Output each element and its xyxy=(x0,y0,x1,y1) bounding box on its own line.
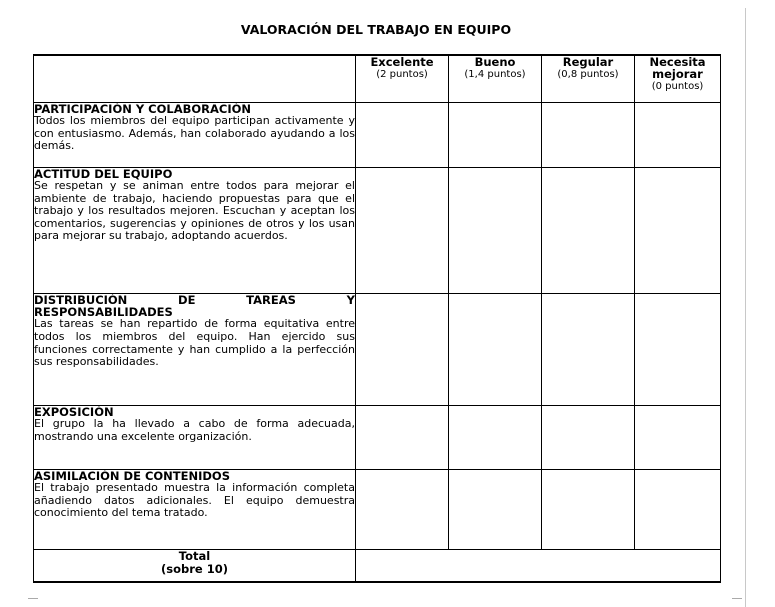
criterion-title: ACTITUD DEL EQUIPO xyxy=(34,166,173,181)
score-cell[interactable] xyxy=(449,167,542,293)
score-cell[interactable] xyxy=(635,469,721,549)
criterion-description: Las tareas se han repartido de forma equitativa entre todos los miembros del equipo. Han ejercido sus funciones correctamente y han cumplido a la perfección sus responsabilidades. xyxy=(34,317,355,369)
level-name: Excelente xyxy=(370,55,434,69)
criterion-title: PARTICIPACIÓN Y COLABORACIÓN xyxy=(34,101,252,116)
page-title: VALORACIÓN DEL TRABAJO EN EQUIPO xyxy=(240,22,512,37)
criterion-description: El grupo la ha llevado a cabo de forma adecuada, mostrando una excelente organización. xyxy=(34,416,355,443)
total-label: Total xyxy=(178,548,211,563)
score-cell[interactable] xyxy=(635,102,721,167)
score-cell[interactable] xyxy=(449,102,542,167)
level-necesita-mejorar-header xyxy=(635,55,721,102)
criterion-title: ASIMILACIÓN DE CONTENIDOS xyxy=(34,468,230,483)
score-cell[interactable] xyxy=(542,102,635,167)
criterion-description: Se respetan y se animan entre todos para mejorar el ambiente de trabajo, haciendo propuestas para que el trabajo y los resultados mejoren. Escuchan y aceptan los comentarios, sugerencias y opiniones de otros y los usan para mejorar su trabajo, adoptando acuerdos. xyxy=(34,178,355,243)
level-points: (0,8 puntos) xyxy=(557,69,619,80)
score-cell[interactable] xyxy=(542,167,635,293)
level-regular-header xyxy=(542,55,635,102)
criterion-row xyxy=(34,293,721,405)
score-cell[interactable] xyxy=(356,167,449,293)
score-cell[interactable] xyxy=(635,293,721,405)
criterion-cell xyxy=(34,405,356,469)
score-cell[interactable] xyxy=(449,293,542,405)
score-cell[interactable] xyxy=(542,293,635,405)
criterion-cell xyxy=(34,469,356,549)
level-name: Regular xyxy=(562,55,614,69)
criterion-title: EXPOSICIÓN xyxy=(34,404,114,419)
criterion-title: DISTRIBUCIÓN DE TAREAS Y RESPONSABILIDADES xyxy=(34,292,355,319)
score-cell[interactable] xyxy=(449,469,542,549)
level-name: Bueno xyxy=(474,55,516,69)
header-row xyxy=(34,55,721,102)
level-bueno-header xyxy=(449,55,542,102)
page-edge xyxy=(745,8,746,607)
page-corner-mark xyxy=(732,598,742,599)
criterion-description: Todos los miembros del equipo participan activamente y con entusiasmo. Además, han colaborado ayudando a los demás. xyxy=(34,113,355,153)
total-label-cell xyxy=(34,549,356,582)
criterion-cell xyxy=(34,293,356,405)
score-cell[interactable] xyxy=(542,469,635,549)
level-points: (1,4 puntos) xyxy=(464,69,526,80)
criterion-row xyxy=(34,405,721,469)
level-excelente-header xyxy=(356,55,449,102)
header-empty-cell xyxy=(34,55,356,102)
rubric-table xyxy=(33,54,721,583)
criterion-cell xyxy=(34,167,356,293)
level-points: (0 puntos) xyxy=(651,81,704,92)
criterion-row xyxy=(34,469,721,549)
level-name: mejorar xyxy=(652,67,703,81)
score-cell[interactable] xyxy=(356,469,449,549)
score-cell[interactable] xyxy=(449,405,542,469)
score-cell[interactable] xyxy=(356,405,449,469)
criterion-description: El trabajo presentado muestra la información completa añadiendo datos adicionales. El equipo demuestra conocimiento del tema tratado. xyxy=(34,480,355,520)
criterion-row xyxy=(34,102,721,167)
criterion-row xyxy=(34,167,721,293)
total-sublabel: (sobre 10) xyxy=(161,561,228,576)
page-corner-mark xyxy=(28,598,38,599)
total-row xyxy=(34,549,721,582)
level-points: (2 puntos) xyxy=(376,69,428,80)
score-cell[interactable] xyxy=(542,405,635,469)
level-name: Necesita xyxy=(649,55,706,69)
score-cell[interactable] xyxy=(635,405,721,469)
score-cell[interactable] xyxy=(356,102,449,167)
total-score-cell[interactable] xyxy=(356,549,721,582)
score-cell[interactable] xyxy=(635,167,721,293)
score-cell[interactable] xyxy=(356,293,449,405)
criterion-cell xyxy=(34,102,356,167)
